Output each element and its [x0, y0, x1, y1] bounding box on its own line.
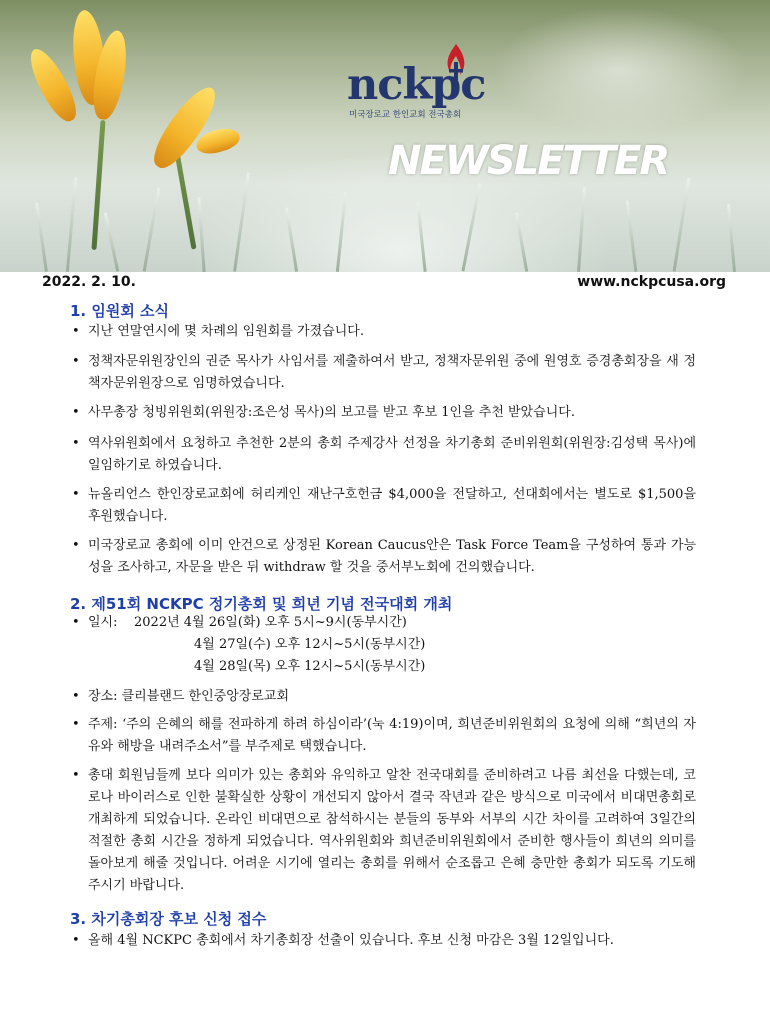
section-heading-general-assembly: 2. 제51회 NCKPC 정기총회 및 희년 기념 전국대회 개최 — [70, 595, 453, 613]
list-item: • 역사위원회에서 요청하고 추천한 2분의 총회 주제강사 선정을 차기총회 준비위원회(위원장:김성택 목사)에 일임하기로 하였습니다. — [72, 436, 696, 473]
list-item: • 사무총장 청빙위원회(위원장:조은성 목사)의 보고를 받고 후보 1인을 추천 받았습니다. — [72, 405, 575, 420]
website-url[interactable]: www.nckpcusa.org — [577, 274, 726, 290]
list-item: • 올해 4월 NCKPC 총회에서 차기총회장 선출이 있습니다. 후보 신청 마감은 3월 12일입니다. — [72, 933, 614, 948]
list-item: • 총대 회원님들께 보다 의미가 있는 총회와 유익하고 알찬 전국대회를 준비하려고 나름 최선을 다했는데, 코로나 바이러스로 인한 불확실한 상황이 개선되지 않아서 결국 작년과 같은 방식으로 미국에서 비대면총회로 개최하게 되었습니다. 온라인 비대면으로 참석하시는 분들의 동부와 서부의 시간 차이를 고려하여 3일간의 적절한 총회 시간을 정하게 되었습니다. 역사위원회와 희년준비위원회에서 준비한 행사들이 희년의 의미를 돌아보게 해줄 것입니다. 어려운 시기에 열리는 총회를 위해서 순조롭고 은혜 충만한 총회가 되도록 기도해주시기 바랍니다. — [72, 768, 696, 893]
section-heading-candidate-registration: 3. 차기총회장 후보 신청 접수 — [70, 910, 267, 928]
schedule-label: • 일시: — [72, 615, 118, 630]
section-heading-executive-news: 1. 임원회 소식 — [70, 302, 170, 320]
list-item: • 장소: 클리블랜드 한인중앙장로교회 — [72, 689, 290, 704]
header-banner-image — [0, 0, 770, 272]
list-item: • 뉴올리언스 한인장로교회에 허리케인 재난구호헌금 $4,000을 전달하고, 선대회에서는 별도로 $1,500을 후원했습니다. — [72, 487, 696, 524]
newsletter-title: NEWSLETTER — [388, 138, 669, 184]
list-item: • 미국장로교 총회에 이미 안건으로 상정된 Korean Caucus안은 Task Force Team을 구성하여 통과 가능성을 조사하고, 자문을 받은 뒤 withdraw 할 것을 중서부노회에 건의했습니다. — [72, 538, 696, 575]
logo-subtitle: 미국장로교 한인교회 전국총회 — [349, 110, 462, 120]
logo-text: nckpc — [347, 60, 486, 110]
schedule-line: 4월 28일(목) 오후 12시~5시(동부시간) — [194, 659, 426, 674]
list-item: • 주제: ‘주의 은혜의 해를 전파하게 하려 하심이라’(눅 4:19)이며, 희년준비위원회의 요청에 의해 “희년의 자유와 해방을 내려주소서”를 부주제로 택했습니다. — [72, 717, 696, 754]
list-item: • 정책자문위원장인의 권준 목사가 사임서를 제출하여서 받고, 정책자문위원 중에 원영호 증경총회장을 새 정책자문위원장으로 임명하였습니다. — [72, 354, 696, 391]
issue-date: 2022. 2. 10. — [42, 274, 136, 290]
list-item: • 지난 연말연시에 몇 차례의 임원회를 가졌습니다. — [72, 324, 364, 339]
schedule-line: 4월 27일(수) 오후 12시~5시(동부시간) — [194, 637, 426, 652]
nckpc-logo — [347, 42, 487, 122]
schedule-line: 2022년 4월 26일(화) 오후 5시~9시(동부시간) — [134, 615, 407, 630]
